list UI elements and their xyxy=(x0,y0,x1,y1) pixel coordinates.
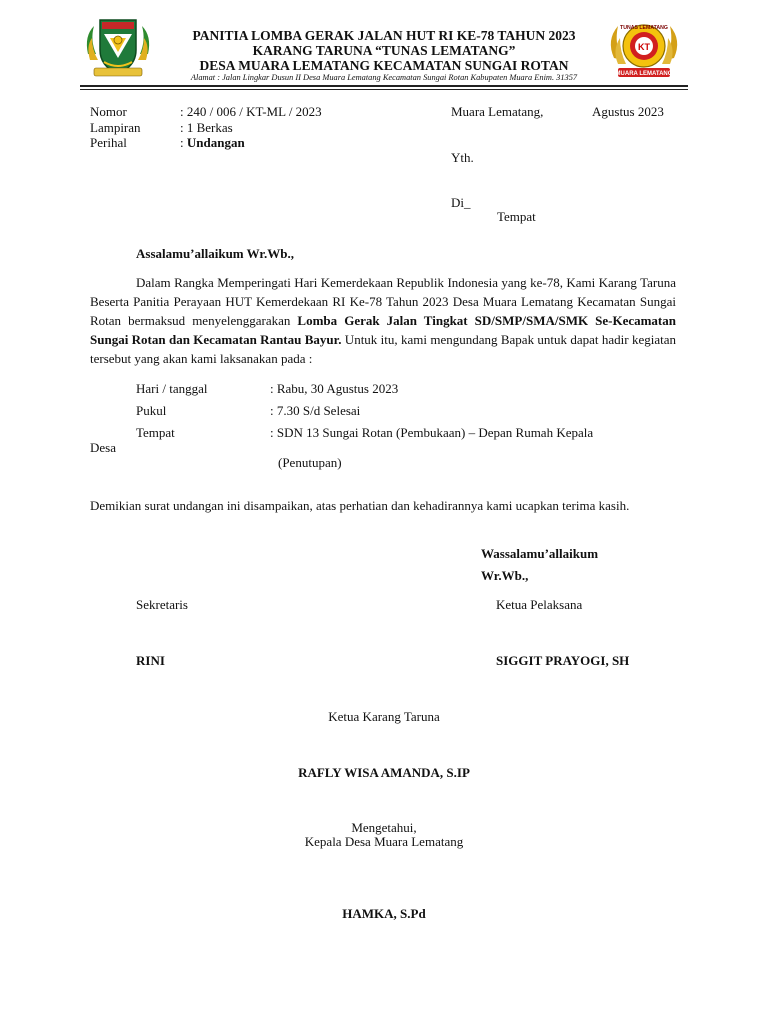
header-title-line2: KARANG TARUNA “TUNAS LEMATANG” xyxy=(252,43,516,58)
svg-text:KT: KT xyxy=(638,42,650,52)
kepala-desa-title: Kepala Desa Muara Lematang xyxy=(304,834,464,849)
svg-text:MUARA LEMATANG: MUARA LEMATANG xyxy=(615,71,673,77)
recipient-tempat: Tempat xyxy=(497,209,536,224)
sekretaris-title: Sekretaris xyxy=(136,597,188,612)
karang-taruna-emblem-logo xyxy=(604,18,684,80)
header-rule-thick xyxy=(80,85,688,87)
recipient-di: Di_ xyxy=(451,195,471,210)
ketua-karang-taruna-name: RAFLY WISA AMANDA, S.IP xyxy=(298,765,470,780)
hari-tanggal-label: Hari / tanggal xyxy=(136,381,208,396)
sekretaris-name: RINI xyxy=(136,653,165,668)
perihal-value: : Undangan xyxy=(180,135,245,150)
header-title-line3: DESA MUARA LEMATANG KECAMATAN SUNGAI ROTAN xyxy=(199,58,569,73)
closing-salam-2: Wr.Wb., xyxy=(481,568,529,583)
ketua-pelaksana-title: Ketua Pelaksana xyxy=(496,597,583,612)
lampiran-value: : 1 Berkas xyxy=(180,120,233,135)
pukul-value: : 7.30 S/d Selesai xyxy=(270,403,361,418)
greeting: Assalamu’allaikum Wr.Wb., xyxy=(136,246,294,261)
closing-salam-1: Wassalamu’allaikum xyxy=(481,546,599,561)
hari-tanggal-value: : Rabu, 30 Agustus 2023 xyxy=(270,381,399,396)
closing-paragraph: Demikian surat undangan ini disampaikan, atas perhatian dan kehadirannya kami ucapkan terima kasih. xyxy=(90,498,630,513)
lampiran-label: Lampiran xyxy=(90,120,141,135)
ketua-karang-taruna-title: Ketua Karang Taruna xyxy=(328,709,440,724)
ketua-pelaksana-name: SIGGIT PRAYOGI, SH xyxy=(496,653,630,668)
mengetahui-label: Mengetahui, xyxy=(351,820,417,835)
body-paragraph: Dalam Rangka Memperingati Hari Kemerdekaan Republik Indonesia yang ke-78, Kami Karang Taruna Beserta Panitia Perayaan HUT Kemerdekaan RI Ke-78 Tahun 2023 Desa Muara Lematang Kecamatan Sungai Rotan bermaksud menyelenggarakan Lomba Gerak Jalan Tingkat SD/SMP/SMA/SMK Se-Kecamatan Sungai Rotan dan Kecamatan Rantau Bayur. Untuk itu, kami mengundang Bapak untuk dapat hadir kegiatan tersebut yang akan kami laksanakan pada : xyxy=(90,275,677,366)
tempat-value-cont: Desa xyxy=(90,440,116,455)
header-title-line1: PANITIA LOMBA GERAK JALAN HUT RI KE-78 TAHUN 2023 xyxy=(192,28,576,43)
kepala-desa-name: HAMKA, S.Pd xyxy=(342,906,426,921)
nomor-label: Nomor xyxy=(90,104,127,119)
letter-date: Agustus 2023 xyxy=(592,104,664,119)
tempat-value-cont2: (Penutupan) xyxy=(278,455,342,470)
recipient-yth: Yth. xyxy=(451,150,474,165)
tempat-value: : SDN 13 Sungai Rotan (Pembukaan) – Depan Rumah Kepala xyxy=(270,425,594,440)
tempat-label: Tempat xyxy=(136,425,175,440)
svg-text:TUNAS LEMATANG: TUNAS LEMATANG xyxy=(620,25,668,31)
header-rule-thin xyxy=(80,89,688,90)
letter-place: Muara Lematang, xyxy=(451,104,544,119)
perihal-label: Perihal xyxy=(90,135,127,150)
header-address: Alamat : Jalan Lingkar Dusun II Desa Muara Lematang Kecamatan Sungai Rotan Kabupaten Muara Enim. 31357 xyxy=(190,73,578,82)
pukul-label: Pukul xyxy=(136,403,167,418)
nomor-value: : 240 / 006 / KT-ML / 2023 xyxy=(180,104,322,119)
